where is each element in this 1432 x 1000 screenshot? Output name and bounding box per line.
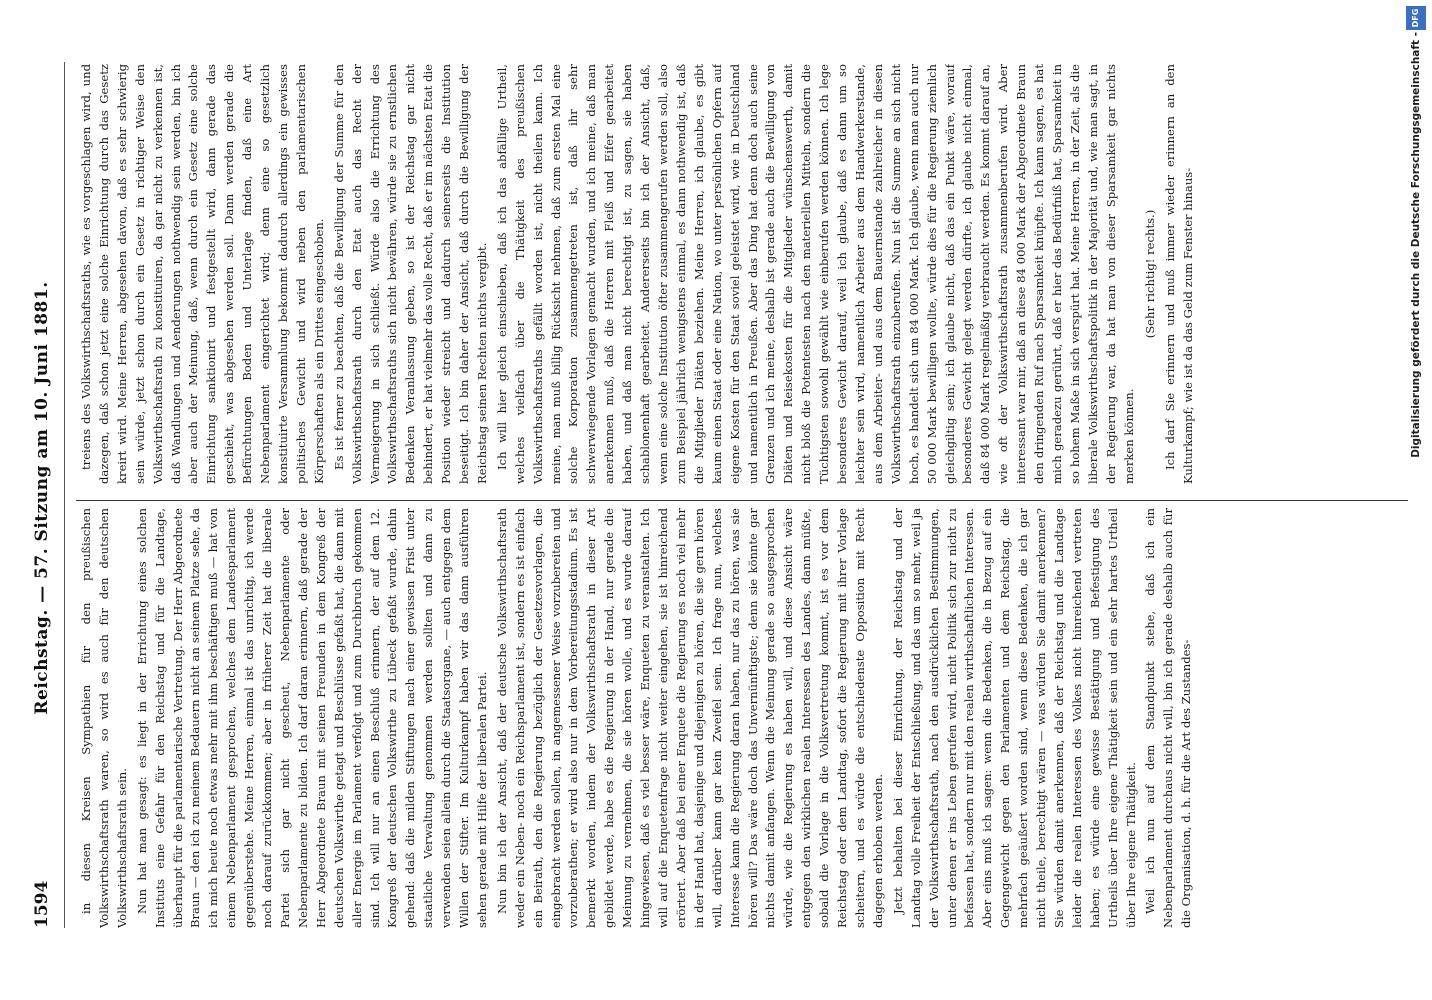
page-number: 1594	[32, 880, 52, 928]
dfg-logo-text: DFG	[1411, 8, 1420, 28]
paragraph: Nun bin ich der Ansicht, daß der deutsche Volkswirthschaftsrath weder ein Neben- noch ein Reichsparlament ist, sondern es ist einfach ein Beirath, den die Regierung bezüglich der Gesetzesvorlagen, die eingebracht werden sollen, in angemessener Weise vorzubereiten und vorzuberathen; er wird also nur in dem Vorbereitungsstadium. Es ist bemerkt worden, indem der Volkswirthschaftsrath in dieser Art gebildet werde, habe es die Regierung in der Hand, nur gerade die Meinung zu vernehmen, die sie hören wolle, und es wurde darauf hingewiesen, daß es viel besser wäre, Enqueten zu veranstalten. Ich will auf die Enquetenfrage nicht weiter eingehen, sie ist hinreichend erörtert. Aber daß bei einer Enquete die Regierung es noch viel mehr in der Hand hat, dasjenige und diejenigen zu hören, die sie gern hören will, darüber kann gar kein Zweifel sein. Ich frage nun, welches Interesse kann die Regierung daran haben, nur das zu hören, was sie hören will? Das wäre doch das Unvernünftigste; denn sie könnte gar nichts damit anfangen. Wenn die Meinung gerade so ausgesprochen würde, wie die Regierung es haben will, und diese Ansicht wäre entgegen den wirklichen realen Interessen des Landes, dann müßte, sobald die Vorlage in die Volksvertretung kommt, ist es vor dem Reichstag oder dem Landtag, sofort die Regierung mit ihrer Vorlage scheitern, und es würde die entschiedenste Opposition mit Recht dagegen erhoben werden.	[494, 508, 885, 928]
header-rule	[64, 62, 65, 928]
paragraph: Ich will hier gleich einschieben, daß ich das abfällige Urtheil, welches vielfach über die Thätigkeit des preußischen Volkswirthschaftsraths gefällt worden ist, nicht theilen kann. Ich meine, man muß billig Rücksicht nehmen, daß zum ersten Mal eine solche Korporation zusammengetreten ist, daß ihr sehr schwerwiegende Vorlagen gemacht wurden, und ich meine, daß man anerkennen muß, daß die Herren mit Fleiß und Eifer gearbeitet haben, und daß man nicht berechtigt ist, zu sagen, sie haben schablonenhaft gearbeitet. Andererseits bin ich der Ansicht, daß, wenn eine solche Institution öfter zusammengerufen werden soll, also zum Beispiel jährlich wenigstens einmal, es dann nothwendig ist, daß die Mitglieder Diäten beziehen. Meine Herren, ich glaube, es gibt kaum einen Staat oder eine Nation, wo unter persönlichen Opfern auf eigene Kosten für den Staat soviel geleistet wird, wie in Deutschland und namentlich in Preußen. Aber das Ding hat denn doch auch seine Grenzen und ich meine, deshalb ist gerade auch die Bewilligung von Diäten und Reisekosten für die Mitglieder wünschenswerth, damit nicht bloß die Potentesten nach den materiellen Mitteln, sondern die Tüchtigsten sowohl gewählt wie einberufen werden können. Ich lege besonderes Gewicht darauf, weil ich glaube, daß es dann um so leichter sein wird, namentlich Arbeiter aus dem Handwerkerstande, aus dem Arbeiter- und aus dem Bauernstande zahlreicher in diesen Volkswirthschaftsrath einzuberufen. Nun ist die Summe an sich nicht hoch, es handelt sich um 84 000 Mark. Ich glaube, wenn man auch nur 50 000 Mark bewilligen wollte, würde dies für die Regierung ziemlich gleichgiltig sein; ich glaube nicht, daß das ein Punkt wäre, worauf besonderes Gewicht gelegt werden dürfte, ich glaube nicht einmal, daß 84 000 Mark regelmäßig verbraucht werden. Es kommt darauf an, wie oft der Volkswirthschaftsrath zusammenberufen wird. Aber interessant war mir, daß an diese 84 000 Mark der Abgeordnete Braun den dringenden Ruf nach Sparsamkeit knüpfte. Ich kann sagen, es hat mich geradezu gerührt, daß er hier das Bedürfniß hat, Sparsamkeit in so hohem Maße in sich verspürt hat. Meine Herren, in der Zeit, als die liberale Volkswirthschaftspolitik in der Majorität und, wie man sagt, in der Regierung war, da hat man von dieser Sparsamkeit gar nichts merken können.	[494, 64, 1136, 484]
paragraph: in diesen Kreisen Sympathien für den preußischen Volkswirthschaftsrath waren, so wird es auch für den deutschen Volkswirthschaftsrath sein.	[79, 508, 129, 928]
paragraph: Nun hat man gesagt: es liegt in der Errichtung eines solchen Instituts eine Gefahr für den Reichstag und für die Landtage, überhaupt für die parlamentarische Vertretung. Der Herr Abgeordnete Braun — den ich zu meinem Bedauern nicht an seinem Platze sehe, da ich mich heute noch etwas mehr mit ihm beschäftigen muß — hat von einem Nebenparlament gesprochen, welches dem Landesparlament gegenüberstehe. Meine Herren, einmal ist das unrichtig, ich werde noch darauf zurückkommen; aber in früherer Zeit hat die liberale Partei sich gar nicht gescheut, Nebenparlamente oder Nebenparlamente zu bilden. Ich darf daran erinnern, daß gerade der Herr Abgeordnete Braun mit seinen Freunden in dem Kongreß der deutschen Volkswirthe getagt und Beschlüsse gefaßt hat, die dann mit aller Energie im Parlament verfolgt und zum Durchbruch gekommen sind. Ich will nur an einen Beschluß erinnern, der auf dem 12. Kongreß der deutschen Volkswirthe zu Lübeck gefaßt wurde, dahin gehend: daß die milden Stiftungen nach einer gewissen Frist unter staatliche Verwaltung genommen werden sollten und dann zu verwenden seien allein durch die Staatsorgane, — auch entgegen dem Willen der Stifter. Im Kulturkampf haben wir das dann ausführen sehen gerade mit Hilfe der liberalen Partei.	[134, 508, 489, 928]
paragraph: Ich darf Sie erinnern und muß immer wieder erinnern an den Kulturkampf; wie ist da das Geld zum Fenster hinaus-	[1163, 64, 1196, 484]
page-title: Reichstag. — 57. Sitzung am 10. Juni 1881.	[32, 281, 52, 715]
applause-note: (Sehr richtig! rechts.)	[1143, 209, 1158, 339]
page-header	[28, 68, 62, 928]
digitization-credit	[1405, 6, 1427, 994]
credit-text: Digitalisierung gefördert durch die Deutsche Forschungsgemeinschaft -	[1410, 32, 1422, 458]
paragraph: Es ist ferner zu beachten, daß die Bewilligung der Summe für den Volkswirthschaftsrath durch den Etat auch das Recht der Vermeigerung in sich schließt. Würde also die Errichtung des Volkswirthschaftsraths sich nicht bewähren, würde sie zu ernstlichen Bedenken Veranlassung geben, so ist der Reichstag gar nicht behindert, er hat vielmehr das volle Recht, daß er im nächsten Etat die Position wieder streicht und dadurch seinerseits die Institution beseitigt. Ich bin daher der Ansicht, daß durch die Bewilligung der Reichstag seinen Rechten nichts vergibt.	[331, 64, 489, 484]
dfg-logo	[1406, 6, 1426, 30]
left-column	[78, 508, 1408, 928]
column-divider	[76, 500, 1408, 501]
right-column	[78, 64, 1408, 484]
paragraph: Jetzt behalten bei dieser Einrichtung, der Reichstag und der Landtag volle Freiheit der Entschließung, und das um so mehr, weil ja der Volkswirthschaftsrath, nach den ausdrücklichen Bestimmungen, unter denen er ins Leben gerufen wird, nicht Politik sich zur nicht zu befassen hat, sondern nur mit den realen wirthschaftlichen Interessen. Aber eins muß ich sagen: wenn die Bedenken, die in Bezug auf ein Gegengewicht gegen den Parlamenten und dem Reichstag, die mehrfach geäußert worden sind, wenn diese Bedenken, die ich gar nicht theile, berechtigt wären — was würden Sie damit anerkennen? Sie würden damit anerkennen, daß der Reichstag und die Landtage leider die realen Interessen des Volkes nicht hinreichend vertreten haben; es würde eine gewisse Bestätigung und Befestigung des Urtheils über Ihre eigene Thätigkeit sein und ein sehr hartes Urtheil über Ihre eigene Thätigkeit.	[890, 508, 1138, 928]
paragraph: Weil ich nun auf dem Standpunkt stehe, daß ich ein Nebenparlament durchaus nicht will, bin ich gerade deshalb auch für die Organisation, d. h. für die Art des Zustandes-	[1143, 508, 1194, 928]
paragraph: treiens des Volkswirthschaftsraths, wie es vorgeschlagen wird, und dazegen, daß schon jetzt eine solche Einrichtung durch das Gesetz kreirt wird. Meine Herren, abgesehen davon, daß es sehr schwierig sein würde, jetzt schon durch ein Gesetz in richtiger Weise den Volkswirthschaftsrath zu konstituiren, da gar nicht zu verkennen ist, daß Wandlungen und Aenderungen nothwendig sein werden, bin ich aber auch der Meinung, daß, wenn durch ein Gesetz eine solche Einrichtung sanktionirt und festgestellt wird, dann gerade das geschieht, was abgesehen werden soll. Dann werden gerade die Befürchtungen Boden und Unterlage finden, daß eine Art Nebenparlament eingerichtet wird; denn eine so gesetzlich konstituirte Versammlung bekommt dadurch allerdings ein gewisses politisches Gewicht und wird neben den parlamentarischen Körperschaften als ein Drittes eingeschoben.	[79, 64, 326, 484]
